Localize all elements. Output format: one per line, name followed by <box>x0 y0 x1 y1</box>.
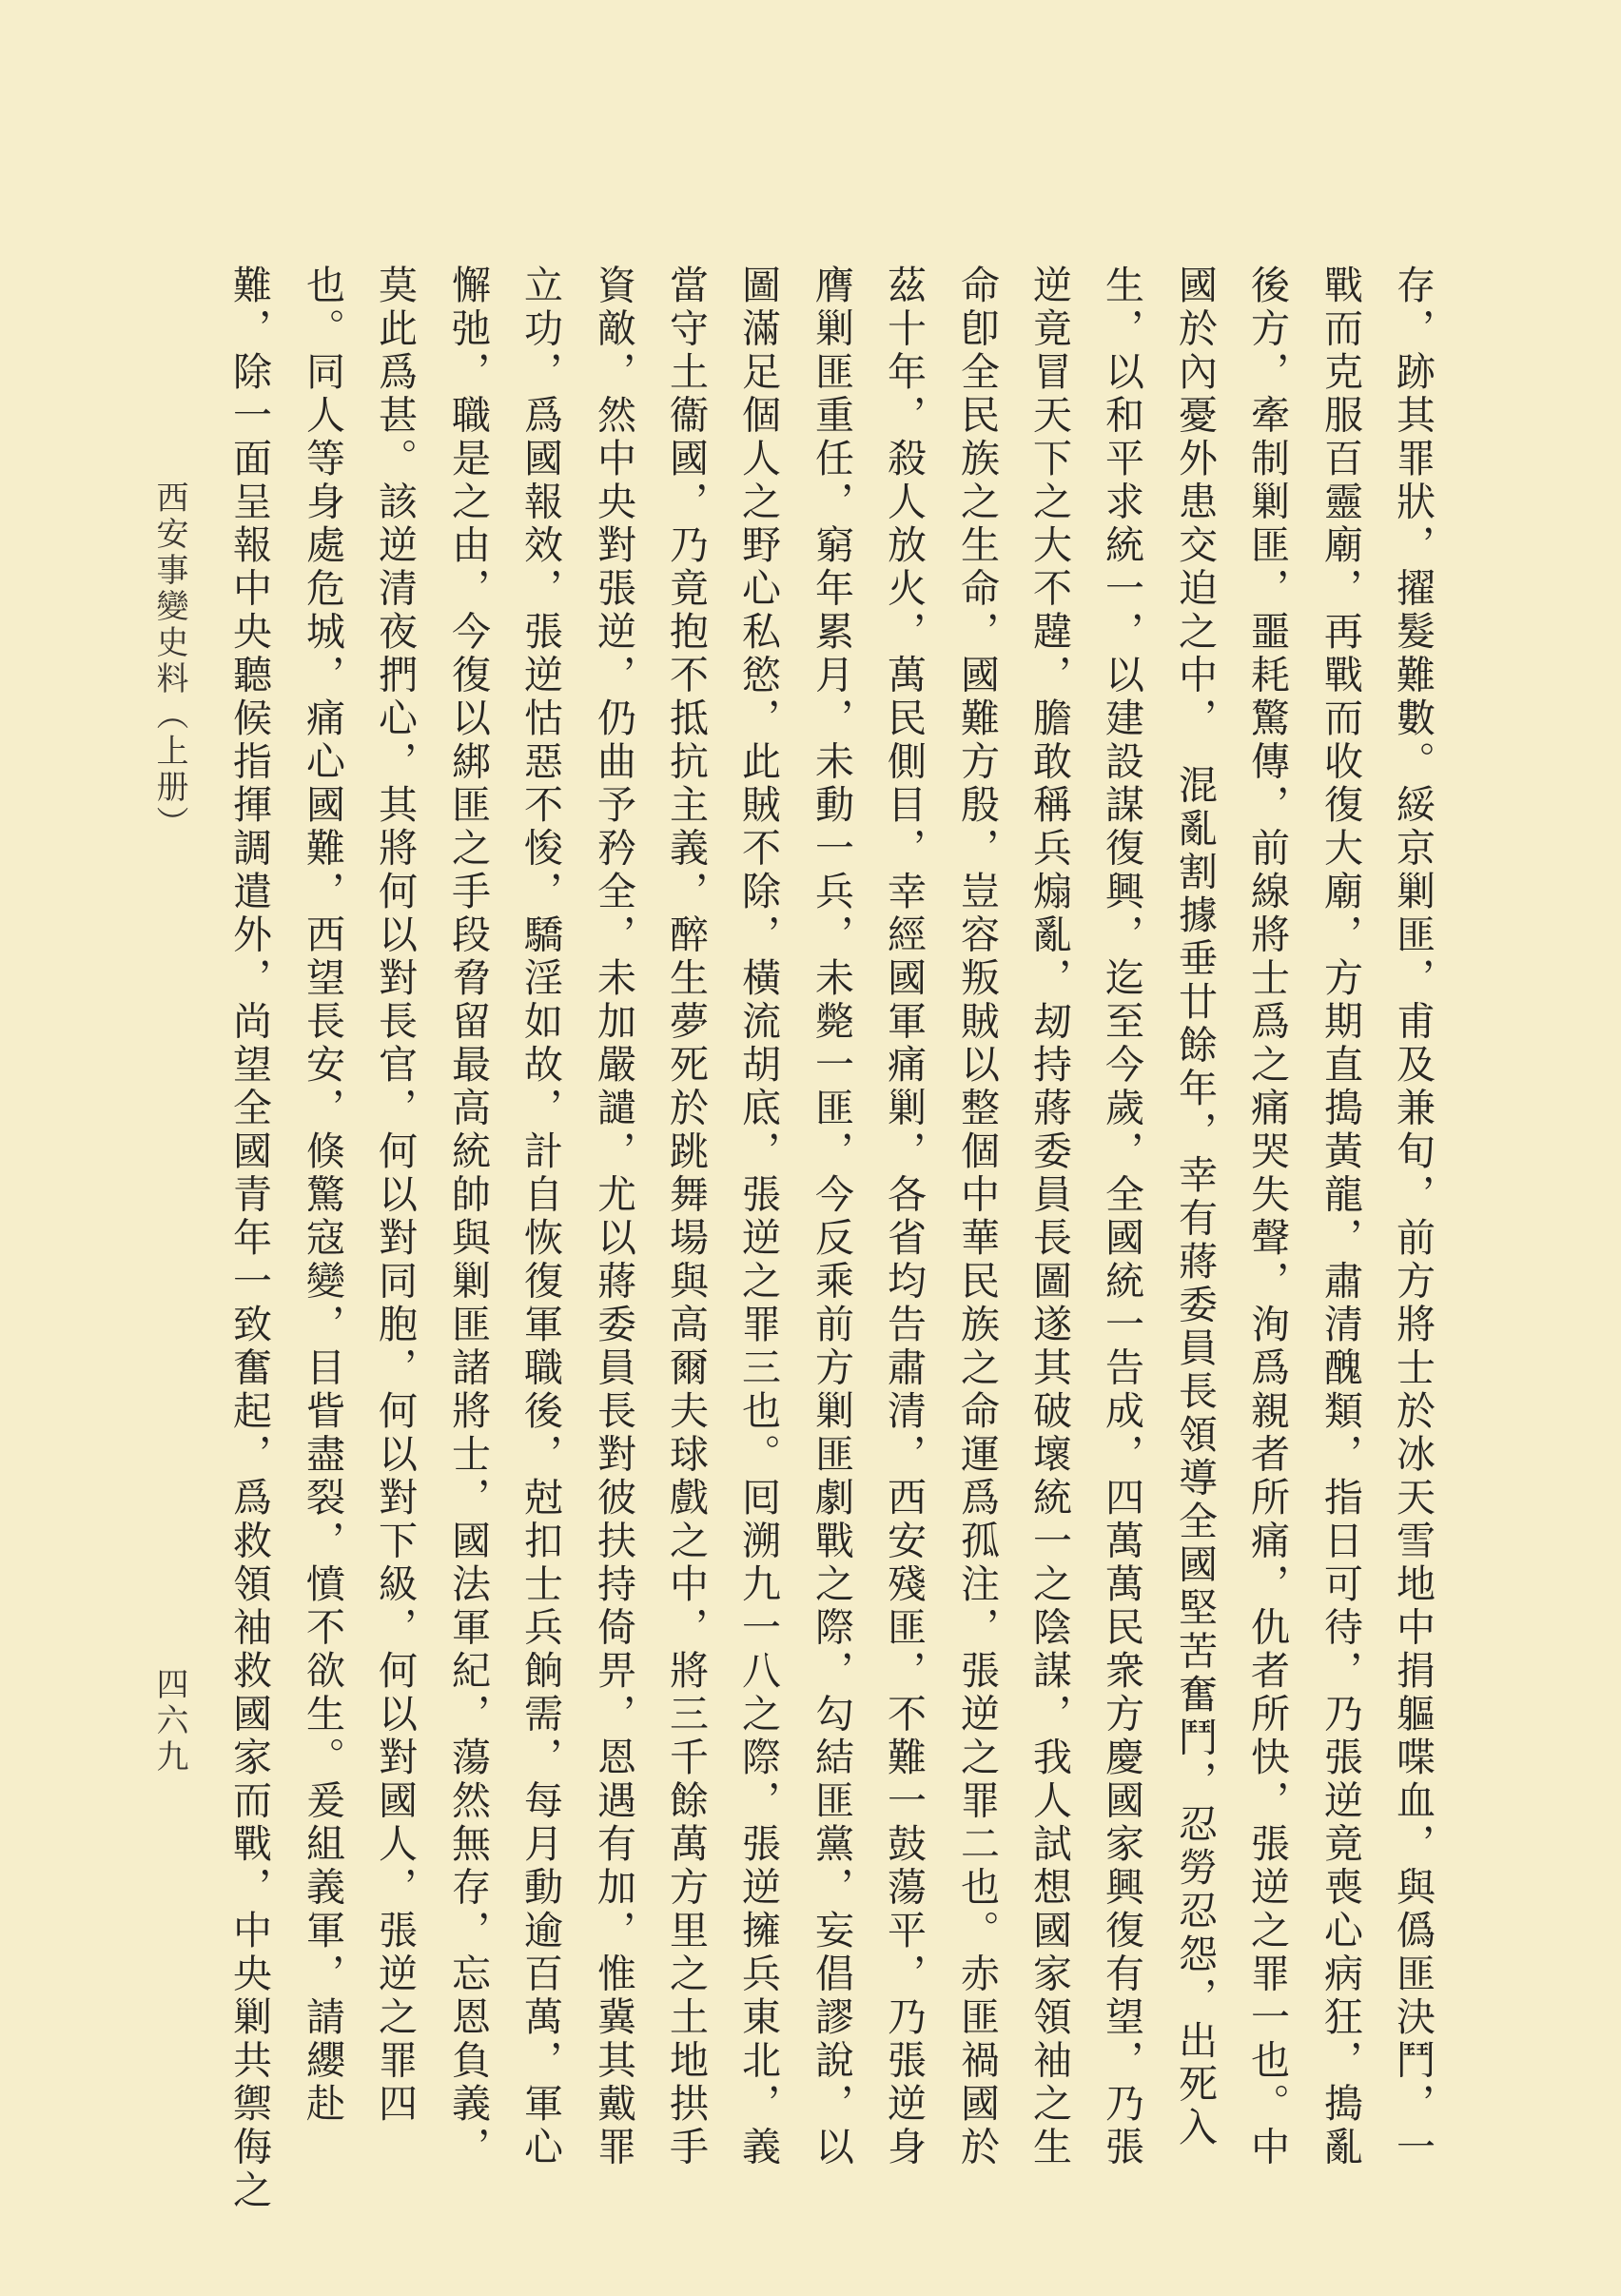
text-column-2: 戰而克服百靈廟，再戰而收復大廟，方期直搗黃龍，肅清醜類，指日可待，乃張逆竟喪心病狂，搗亂 <box>1318 265 1363 2169</box>
text-column-11: 當守土衞國，乃竟抱不抵抗主義，醉生夢死於跳舞場與高爾夫球戲之中，將三千餘萬方里之土地拱手 <box>663 265 709 2169</box>
text-column-8: 茲十年，殺人放火，萬民側目，幸經國軍痛剿，各省均告肅清，西安殘匪，不難一鼓蕩平，乃張逆身 <box>881 265 927 2169</box>
text-column-14: 懈弛，職是之由，今復以綁匪之手段脅留最高統帥與剿匪諸將士，國法軍紀，蕩然無存，忘恩負義， <box>445 265 491 2169</box>
text-column-7: 命卽全民族之生命，國難方殷，豈容叛賊以整個中華民族之命運爲孤注，張逆之罪二也。赤匪禍國於 <box>954 265 1000 2169</box>
text-column-16: 也。同人等身處危城，痛心國難，西望長安，倏驚寇變，目眥盡裂，憤不欲生。爰組義軍，請纓赴 <box>300 265 345 2127</box>
text-column-5: 生，以和平求統一，以建設謀復興，迄至今歲，全國統一告成，四萬萬民衆方慶國家興復有望，乃張 <box>1099 265 1144 2169</box>
text-column-3: 後方，牽制剿匪，噩耗驚傳，前線將士爲之痛哭失聲，洵爲親者所痛，仇者所快，張逆之罪一也。中 <box>1244 265 1290 2169</box>
text-column-12: 資敵，然中央對張逆，仍曲予矜全，未加嚴譴，尤以蔣委員長對彼扶持倚畀，恩遇有加，惟冀其戴罪 <box>591 265 636 2169</box>
text-column-15: 莫此爲甚。該逆清夜捫心，其將何以對長官，何以對同胞，何以對下級，何以對國人，張逆之罪四 <box>372 265 418 2127</box>
text-column-4: 國於內憂外患交迫之中， 混亂割據垂廿餘年，幸有蔣委員長領導全國堅苦奮鬥，忍勞忍怨，出死入 <box>1172 265 1218 2150</box>
page-number: 四六九 <box>150 1667 188 1776</box>
text-column-9: 膺剿匪重任，窮年累月，未動一兵，未斃一匪，今反乘前方剿匪劇戰之際，勾結匪黨，妄倡謬說，以 <box>809 265 854 2169</box>
text-column-1: 存，跡其罪狀，擢髮難數。綏京剿匪，甫及兼旬，前方將士於冰天雪地中捐軀喋血，與僞匪決鬥，一 <box>1390 265 1435 2169</box>
running-footer-title: 西安事變史料（上册） <box>150 481 188 842</box>
text-column-13: 立功，爲國報效，張逆怙惡不悛，驕淫如故，計自恢復軍職後，尅扣士兵餉需，每月動逾百萬，軍心 <box>518 265 563 2169</box>
text-column-6: 逆竟冒天下之大不韙，膽敢稱兵煽亂，刼持蔣委員長圖遂其破壞統一之陰謀，我人試想國家領袖之生 <box>1026 265 1072 2169</box>
text-column-17: 難，除一面呈報中央聽候指揮調遣外，尚望全國青年一致奮起，爲救領袖救國家而戰，中央剿共禦侮之 <box>226 265 272 2213</box>
text-column-10: 圖滿足個人之野心私慾，此賊不除，橫流胡底，張逆之罪三也。囘溯九一八之際，張逆擁兵東北，義 <box>735 265 781 2169</box>
